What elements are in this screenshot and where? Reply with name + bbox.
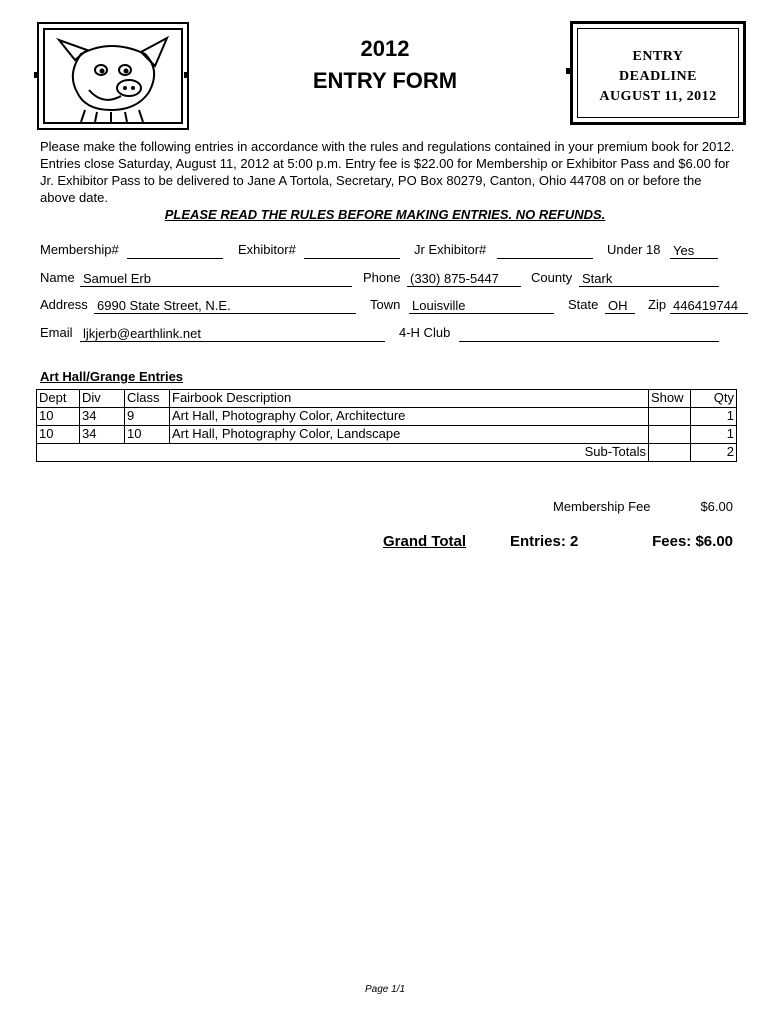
membership-fee-value: $6.00 xyxy=(700,499,733,514)
subtotal-value: 2 xyxy=(691,444,737,462)
cell-description: Art Hall, Photography Color, Landscape xyxy=(170,426,649,444)
entries-table xyxy=(36,389,737,462)
cell-show xyxy=(649,426,691,444)
membership-field[interactable] xyxy=(127,243,223,259)
name-label: Name xyxy=(40,270,75,285)
cell-dept: 10 xyxy=(37,426,80,444)
subtotal-label: Sub-Totals xyxy=(37,444,649,462)
entries-total: Entries: 2 xyxy=(510,533,579,550)
under18-label: Under 18 xyxy=(607,242,661,257)
cell-class: 9 xyxy=(125,408,170,426)
club-field[interactable] xyxy=(459,326,719,342)
header-class: Class xyxy=(125,390,170,408)
deadline-line-2: DEADLINE xyxy=(619,69,697,84)
table-row xyxy=(37,408,737,426)
intro-paragraph: Please make the following entries in accordance with the rules and regulations contained in your premium book for 2012. Entries close Saturday, August 11, 2012 at 5:00 p.m. Entry fee is $22.00 for Membership or Exhibitor Pass and $6.00 for Jr. Exhibitor Pass to be delivered to Jane A Tortola, Secretary, PO Box 80279, Canton, Ohio 44708 on or before the above date. xyxy=(40,139,735,205)
cell-dept: 10 xyxy=(37,408,80,426)
exhibitor-label: Exhibitor# xyxy=(238,242,296,257)
form-year: 2012 xyxy=(360,36,410,61)
under18-field[interactable]: Yes xyxy=(670,243,718,259)
header-qty: Qty xyxy=(691,390,737,408)
subtotal-row xyxy=(37,444,737,462)
header-show: Show xyxy=(649,390,691,408)
cell-div: 34 xyxy=(80,408,125,426)
phone-field[interactable]: (330) 875-5447 xyxy=(407,271,521,287)
pig-mascot-icon xyxy=(45,30,181,122)
page-title: ENTRY FORM xyxy=(312,68,458,93)
table-header-row xyxy=(37,390,737,408)
jr-exhibitor-field[interactable] xyxy=(497,243,593,259)
grand-total-label: Grand Total xyxy=(383,533,467,550)
state-field[interactable]: OH xyxy=(605,298,635,314)
subtotal-spacer xyxy=(649,444,691,462)
frame-tick xyxy=(184,72,188,78)
zip-label: Zip xyxy=(648,297,667,312)
state-label: State xyxy=(568,297,599,312)
page-number: Page 1/1 xyxy=(364,984,406,995)
deadline-line-1: ENTRY xyxy=(632,49,684,64)
county-field[interactable]: Stark xyxy=(579,271,719,287)
phone-label: Phone xyxy=(363,270,401,285)
jr-exhibitor-label: Jr Exhibitor# xyxy=(414,242,487,257)
cell-qty: 1 xyxy=(691,426,737,444)
membership-label: Membership# xyxy=(40,242,119,257)
header-description: Fairbook Description xyxy=(170,390,649,408)
cell-qty: 1 xyxy=(691,408,737,426)
table-row xyxy=(37,426,737,444)
header-div: Div xyxy=(80,390,125,408)
membership-fee-label: Membership Fee xyxy=(553,499,651,514)
zip-field[interactable]: 446419744 xyxy=(670,298,748,314)
cell-div: 34 xyxy=(80,426,125,444)
header-dept: Dept xyxy=(37,390,80,408)
club-label: 4-H Club xyxy=(399,325,451,340)
address-label: Address xyxy=(40,297,88,312)
county-label: County xyxy=(531,270,573,285)
address-field[interactable]: 6990 State Street, N.E. xyxy=(94,298,356,314)
cell-description: Art Hall, Photography Color, Architecture xyxy=(170,408,649,426)
email-field[interactable]: ljkjerb@earthlink.net xyxy=(80,326,385,342)
town-field[interactable]: Louisville xyxy=(409,298,554,314)
fees-total: Fees: $6.00 xyxy=(652,533,733,550)
frame-tick xyxy=(566,68,570,74)
deadline-date: AUGUST 11, 2012 xyxy=(599,89,717,104)
town-label: Town xyxy=(370,297,401,312)
rules-notice: PLEASE READ THE RULES BEFORE MAKING ENTRIES. NO REFUNDS. xyxy=(164,207,606,222)
name-field[interactable]: Samuel Erb xyxy=(80,271,352,287)
exhibitor-field[interactable] xyxy=(304,243,400,259)
deadline-box xyxy=(570,21,746,125)
cell-show xyxy=(649,408,691,426)
cell-class: 10 xyxy=(125,426,170,444)
email-label: Email xyxy=(40,325,73,340)
section-title: Art Hall/Grange Entries xyxy=(40,369,184,384)
frame-tick xyxy=(34,72,38,78)
pig-logo-frame xyxy=(37,22,189,130)
